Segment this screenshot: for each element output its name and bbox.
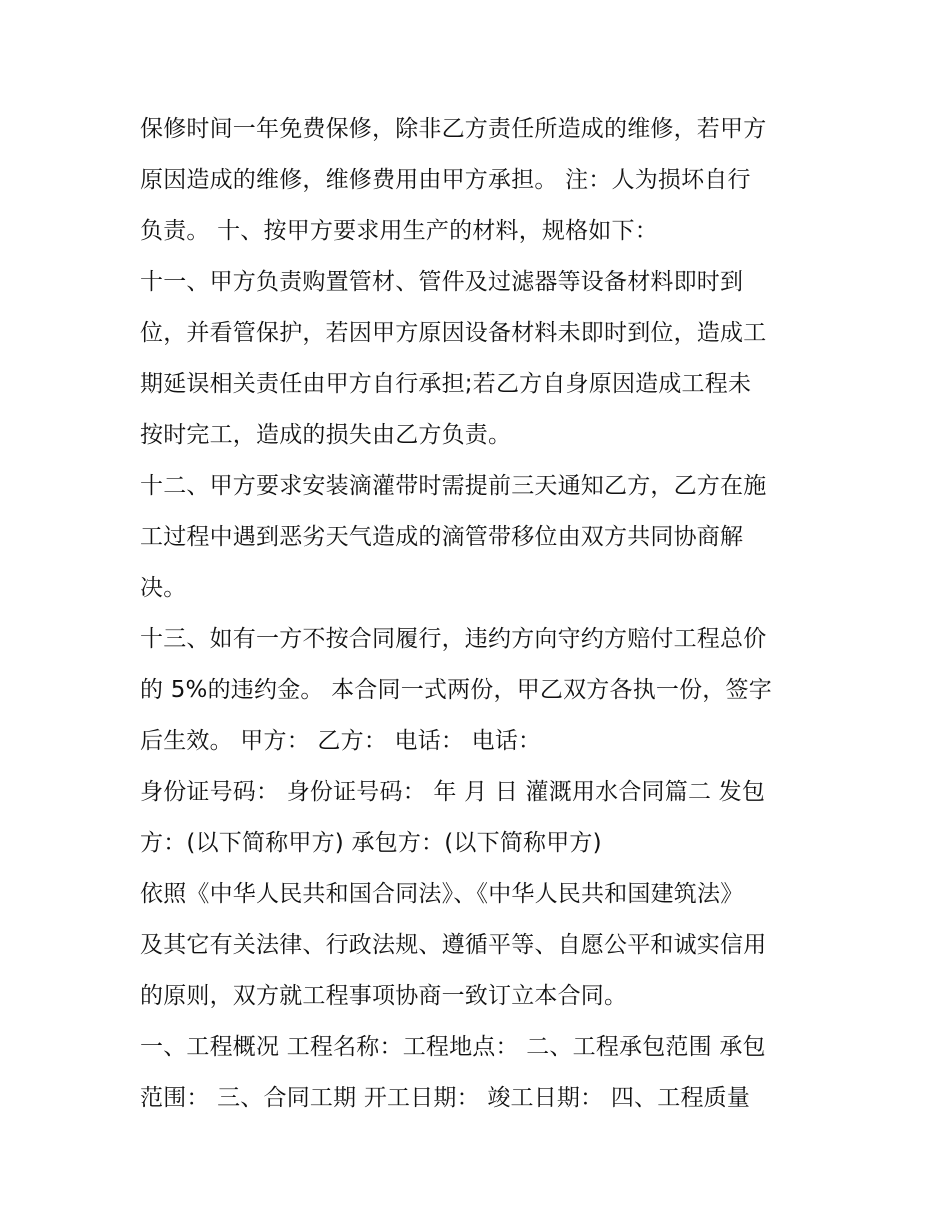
text-line: 原因造成的维修，维修费用由甲方承担。 注：人为损坏自行 — [140, 167, 751, 193]
text-line: 及其它有关法律、行政法规、遵循平等、自愿公平和诚实信用 — [140, 932, 767, 958]
text-line: 工过程中遇到恶劣天气造成的滴管带移位由双方共同协商解 — [140, 524, 744, 550]
text-line: 后生效。 甲方： 乙方： 电话： 电话： — [140, 728, 542, 754]
text-line: 位，并看管保护，若因甲方原因设备材料未即时到位，造成工 — [140, 320, 767, 346]
text-line: 十三、如有一方不按合同履行，违约方向守约方赔付工程总价 — [140, 626, 767, 652]
document-body — [140, 104, 820, 1124]
text-line: 负责。 十、按甲方要求用生产的材料，规格如下： — [140, 218, 658, 244]
text-line: 范围： 三、合同工期 开工日期： 竣工日期： 四、工程质量 — [140, 1085, 751, 1111]
text-line: 的 5%的违约金。 本合同一式两份，甲乙双方各执一份，签字 — [140, 677, 772, 703]
text-line: 保修时间一年免费保修，除非乙方责任所造成的维修，若甲方 — [140, 116, 767, 142]
text-line: 方：(以下简称甲方) 承包方：(以下简称甲方) — [140, 830, 602, 856]
text-line: 依照《中华人民共和国合同法》、《中华人民共和国建筑法》 — [140, 881, 744, 907]
text-line: 按时完工，造成的损失由乙方负责。 — [140, 422, 512, 448]
text-line: 身份证号码： 身份证号码： 年 月 日 灌溉用水合同篇二 发包 — [140, 779, 766, 805]
text-line: 一、工程概况 工程名称：工程地点： 二、工程承包范围 承包 — [140, 1034, 766, 1060]
text-line: 的原则，双方就工程事项协商一致订立本合同。 — [140, 983, 628, 1009]
text-line: 十一、甲方负责购置管材、管件及过滤器等设备材料即时到 — [140, 269, 744, 295]
text-line: 十二、甲方要求安装滴灌带时需提前三天通知乙方，乙方在施 — [140, 473, 767, 499]
text-line: 决。 — [140, 575, 187, 601]
text-line: 期延误相关责任由甲方自行承担;若乙方自身原因造成工程未 — [140, 371, 752, 397]
